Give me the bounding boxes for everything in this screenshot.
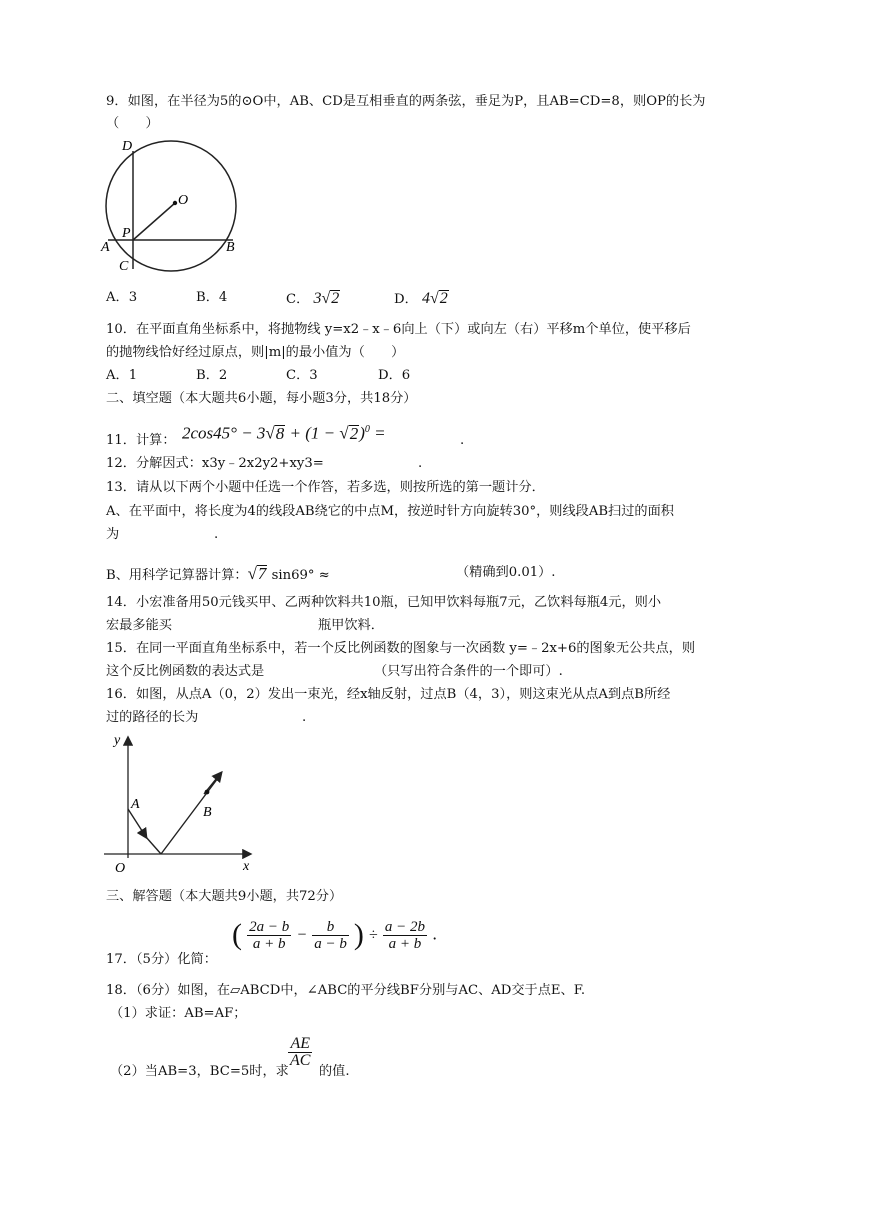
label-a: A	[131, 797, 140, 812]
label-x: x	[243, 859, 250, 874]
q11-expr-part-c: )	[359, 423, 365, 443]
section-2-heading: 二、填空题（本大题共6小题，每小题3分，共18分）	[106, 391, 417, 406]
q15-stem-line2b: （只写出符合条件的一个即可）.	[374, 664, 563, 679]
q16-stem-line2b: .	[302, 710, 307, 725]
q17-minus: −	[296, 926, 308, 944]
q10-option-c: C．3	[286, 368, 318, 383]
q9-option-c-prefix: C．	[286, 292, 310, 307]
q17-prefix: 17．（5分）化简：	[106, 952, 217, 967]
q12-end: .	[418, 456, 423, 471]
q11-radicand-8: 8	[275, 423, 285, 443]
q12-stem: 12．分解因式：x3y﹣2x2y2+xy3=	[106, 456, 324, 471]
q10-option-d: D．6	[378, 368, 411, 383]
label-p: P	[122, 226, 131, 241]
label-b: B	[226, 240, 235, 255]
q9-option-c-radicand: 2	[331, 290, 340, 307]
q11-end: .	[460, 433, 465, 448]
section-3-heading: 三、解答题（本大题共9小题，共72分）	[106, 889, 343, 904]
q9-option-a: A．3	[106, 290, 138, 305]
q9-option-b: B．4	[196, 290, 228, 305]
q10-stem-line2: 的抛物线恰好经过原点，则|m|的最小值为（ ）	[106, 345, 405, 360]
q11-expr-part-a: 2cos45° − 3	[182, 423, 266, 443]
q9-option-c: C． 3√2	[286, 290, 340, 307]
q17-fraction-3: $\frac{a - 2b}{a + b}$	[384, 918, 426, 952]
q18-stem: 18．（6分）如图，在▱ABCD中，∠ABC的平分线BF分别与AC、AD交于点E、F.	[106, 983, 586, 998]
q11-equals: =	[369, 423, 386, 443]
q15-stem-line1: 15．在同一平面直角坐标系中，若一个反比例函数的图象与一次函数 y=﹣2x+6的图象无公共点，则	[106, 641, 696, 656]
q10-option-b: B．2	[196, 368, 228, 383]
q10-option-a: A．1	[106, 368, 138, 383]
q18-fraction-num: AE	[288, 1036, 312, 1053]
q18-fraction-den: AC	[290, 1052, 311, 1069]
q9-stem-line1: 9．如图，在半径为5的⊙O中，AB、CD是互相垂直的两条弦，垂足为P，且AB=CD=8，则OP的长为	[106, 94, 706, 109]
q13-b-end: （精确到0.01）.	[456, 565, 556, 580]
q13-stem: 13．请从以下两个小题中任选一个作答，若多选，则按所选的第一题计分．	[106, 480, 545, 495]
q9-option-d: D． 4√2	[394, 290, 448, 307]
q13-b-line: B、用科学记算器计算：√7 sin69° ≈	[106, 564, 330, 583]
q13-a-end: .	[214, 527, 219, 542]
q14-stem-line2b: 瓶甲饮料．	[318, 618, 384, 633]
label-o: O	[178, 193, 189, 208]
q18-part2-suffix: 的值.	[319, 1064, 350, 1079]
q9-option-d-coef: 4	[421, 290, 430, 307]
point-b-dot	[205, 790, 210, 795]
reflected-ray	[161, 774, 221, 854]
q16-stem-line2a: 过的路径的长为	[106, 710, 199, 725]
center-o-dot	[173, 201, 177, 205]
label-y: y	[114, 733, 121, 748]
q16-reflection-figure	[100, 728, 265, 876]
label-c: C	[119, 259, 129, 274]
q14-stem-line2a: 宏最多能买	[106, 618, 172, 633]
segment-op	[133, 203, 175, 240]
q9-option-c-coef: 3	[313, 290, 322, 307]
q17-divide: ÷	[369, 926, 378, 944]
q11-expr-part-b: + (1 −	[285, 423, 340, 443]
q9-circle-figure	[98, 136, 248, 276]
label-d: D	[122, 139, 133, 154]
q17-expression: ( $\frac{2a - b}{a + b}$ − $\frac{b}{a - b}$ ) ÷ $\frac{a - 2b}{a + b}$ .	[232, 918, 438, 952]
q11-radicand-2: 2	[349, 423, 359, 443]
q13-a-line2: 为	[106, 527, 120, 542]
q10-stem-line1: 10．在平面直角坐标系中，将抛物线 y=x2﹣x﹣6向上（下）或向左（右）平移m个单位，使平移后	[106, 322, 691, 337]
q9-stem-line2: （ ）	[106, 116, 159, 131]
q9-option-d-radicand: 2	[439, 290, 448, 307]
q11-prefix: 11．计算：	[106, 433, 176, 448]
q13-b-sin: sin69° ≈	[271, 568, 330, 583]
q17-fraction-1: $\frac{2a - b}{a + b}$	[249, 918, 290, 952]
q15-stem-line2a: 这个反比例函数的表达式是	[106, 664, 265, 679]
q18-part1: （1）求证：AB=AF；	[110, 1006, 247, 1021]
q14-stem-line1: 14．小宏准备用50元钱买甲、乙两种饮料共10瓶，已知甲饮料每瓶7元，乙饮料每瓶4元，则小	[106, 595, 662, 610]
label-b: B	[203, 805, 212, 820]
q17-fraction-2: $\frac{b}{a - b}$	[314, 918, 347, 952]
q13-b-radicand: 7	[257, 564, 267, 583]
q9-option-d-prefix: D．	[394, 292, 418, 307]
incident-ray	[128, 809, 146, 837]
incident-ray-tail	[146, 837, 161, 854]
label-origin: O	[115, 861, 126, 876]
q13-a-line1: A、在平面中，将长度为4的线段AB绕它的中点M，按逆时针方向旋转30°，则线段AB扫过的面积	[106, 504, 674, 519]
q13-b-prefix: B、用科学记算器计算：	[106, 568, 248, 583]
q16-stem-line1: 16．如图，从点A（0，2）发出一束光，经x轴反射，过点B（4，3），则这束光从点A到点B所经	[106, 687, 671, 702]
label-a: A	[101, 240, 110, 255]
q11-exponent: 0	[364, 424, 370, 435]
q11-expression: $2\cos 45^\circ - 3√8 + (1 - √2)^0$ =	[182, 423, 386, 443]
q18-fraction	[288, 1036, 312, 1069]
q18-part2-prefix: （2）当AB=3，BC=5时，求	[110, 1064, 289, 1079]
q17-end: .	[432, 924, 438, 944]
